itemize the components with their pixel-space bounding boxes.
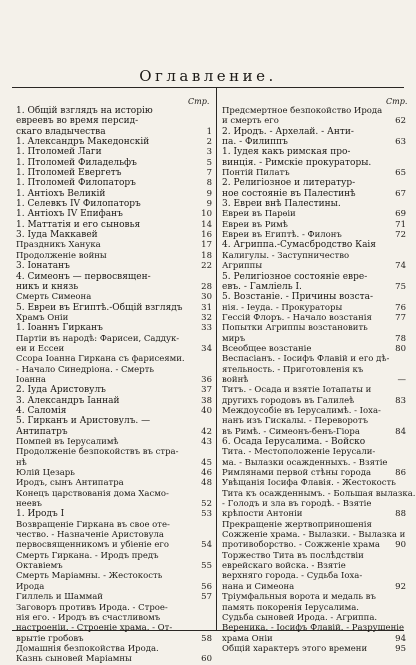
toc-entry-text: 1. Птоломей Евергетъ: [16, 168, 122, 179]
toc-entry-page: 2: [206, 137, 212, 148]
toc-entry-text: 2. Іуда Аристовулъ: [16, 385, 106, 396]
toc-entry: [16, 303, 212, 313]
toc-entry-text: Тріумфальныя ворота и медаль въ: [222, 592, 376, 603]
toc-entry-text: Антипатръ: [16, 426, 68, 437]
toc-entry-page: 14: [201, 219, 212, 230]
toc-entry-page: 43: [201, 437, 212, 447]
toc-entry-text: миръ: [222, 333, 246, 344]
toc-entry-page: 9: [206, 199, 212, 210]
toc-entry-page: 69: [395, 209, 406, 220]
toc-entry-text: Общій характеръ этого времени: [222, 643, 368, 654]
toc-entry: [16, 447, 212, 457]
toc-entry-text: - Голодъ и зла въ городѣ. - Взятіе: [222, 499, 372, 510]
toc-entry-text: Торжество Тита въ послѣдствіи: [222, 550, 364, 561]
toc-entry: [222, 189, 406, 199]
toc-entry: [222, 540, 406, 550]
toc-entry: [16, 220, 212, 230]
toc-entry-text: 1. Антіохъ Великій: [16, 188, 106, 199]
toc-entry-text: 1. Иродъ I: [16, 509, 65, 520]
toc-entry-text: Иродъ, сынъ Антипатра: [16, 478, 124, 489]
left-toc-column: [16, 106, 212, 665]
toc-entry-text: Домашнія безпокойства Ирода.: [16, 643, 159, 654]
toc-entry-text: Юлій Цезарь: [16, 468, 75, 479]
toc-entry-text: 1. Птоломей Лаги: [16, 147, 102, 158]
toc-entry: [16, 292, 212, 302]
toc-entry-text: 1. Птоломей Филадельфъ: [16, 157, 137, 168]
toc-entry: [222, 385, 406, 395]
toc-entry: [222, 447, 406, 457]
toc-entry-page: 1: [206, 126, 212, 137]
toc-entry-page: 72: [395, 230, 406, 241]
toc-entry-text: Іоанна: [16, 374, 46, 385]
toc-entry-page: 63: [395, 137, 406, 148]
toc-entry-page: 40: [201, 405, 212, 416]
toc-entry: [222, 634, 406, 644]
toc-entry-text: 4. Симеонъ — первосвящен-: [16, 271, 151, 282]
toc-entry-text: 1. Антіохъ IV Епифанъ: [16, 209, 123, 220]
toc-entry-text: Казнь сыновей Маріамны: [16, 654, 132, 665]
toc-entry: [222, 313, 406, 323]
toc-entry-page: 48: [201, 478, 212, 489]
toc-entry-page: 3: [206, 147, 212, 158]
page-title: Оглавление.: [139, 67, 277, 85]
toc-entry: [16, 365, 212, 375]
toc-entry-text: Прекращеніе жертвоприношенія: [222, 519, 372, 530]
toc-entry: [16, 116, 212, 126]
toc-entry-text: - Начало Синедріона. - Смерть: [16, 364, 154, 375]
toc-entry: [222, 261, 406, 271]
toc-entry-text: 4. Агриппа.-Сумасбродство Каія: [222, 240, 376, 251]
toc-entry-page: 56: [201, 581, 212, 592]
toc-entry-text: Смерть Симеона: [16, 292, 92, 303]
toc-entry: [16, 561, 212, 571]
toc-entry: [222, 530, 406, 540]
toc-entry-page: 84: [395, 426, 406, 437]
toc-entry-text: Евреи въ Египтѣ. - Филонъ: [222, 230, 342, 241]
toc-entry: [222, 478, 406, 488]
toc-entry: [222, 344, 406, 354]
toc-entry-page: 62: [395, 116, 406, 127]
toc-entry: [16, 571, 212, 581]
toc-entry: [222, 396, 406, 406]
toc-entry: [16, 354, 212, 364]
toc-entry-text: ятельность. - Приготовленія къ: [222, 364, 364, 375]
toc-entry: [16, 209, 212, 219]
toc-entry: [222, 551, 406, 561]
toc-entry-page: 58: [201, 633, 212, 644]
toc-entry-page: 18: [201, 250, 212, 261]
toc-entry-text: 4. Саломія: [16, 405, 67, 416]
toc-entry: [222, 272, 406, 282]
toc-entry-page: 7: [206, 168, 212, 179]
toc-entry-page: 52: [201, 499, 212, 510]
toc-entry-text: верхняго города. - Судьба Іоха-: [222, 571, 363, 582]
toc-entry: [222, 323, 406, 333]
toc-entry-text: Ссора Іоанна Гиркана съ фарисеями.: [16, 354, 185, 365]
toc-entry: [222, 354, 406, 364]
toc-entry-text: настроеніи. - Строеніе храма. - От-: [16, 623, 173, 634]
toc-entry-page: 8: [206, 178, 212, 189]
toc-entry: [222, 603, 406, 613]
toc-entry-text: 2. Религіозное и литератур-: [222, 178, 356, 189]
toc-entry-text: евъ. - Гамліель I.: [222, 281, 302, 292]
toc-entry-text: никъ и князь: [16, 281, 79, 292]
toc-entry-text: ма. - Вылазки осажденныхъ. - Взятіе: [222, 457, 388, 468]
toc-entry: [222, 509, 406, 519]
toc-entry-page: 38: [201, 395, 212, 406]
toc-entry-text: 1. Общій взглядъ на исторію: [16, 106, 153, 116]
toc-entry-text: Титъ. - Осада и взятіе Іотапаты и: [222, 385, 372, 396]
toc-entry-text: Попытки Агриппы возстановить: [222, 323, 368, 334]
toc-entry: [222, 292, 406, 302]
column-divider: [216, 88, 217, 630]
toc-entry-text: Праздникъ Ханука: [16, 240, 101, 251]
toc-entry: [16, 127, 212, 137]
toc-entry-text: Тита къ осажденнымъ. - Большая вылазка.: [222, 488, 416, 499]
toc-entry: [222, 230, 406, 240]
toc-entry: [222, 416, 406, 426]
toc-entry: [16, 240, 212, 250]
toc-entry-text: па. - Филиппъ: [222, 137, 288, 148]
toc-entry-text: нія. - Іеуда. - Прокураторы: [222, 302, 343, 313]
toc-entry-page: 17: [201, 240, 212, 251]
toc-entry-page: 28: [201, 281, 212, 292]
toc-entry-text: Заговоръ противъ Ирода. - Строе-: [16, 602, 168, 613]
toc-entry-text: Междоусобіе въ Іерусалимѣ. - Іоха-: [222, 405, 381, 416]
left-page-header: Стр.: [188, 97, 210, 106]
toc-entry: [16, 478, 212, 488]
toc-entry-page: 71: [395, 219, 406, 230]
toc-entry-page: 34: [201, 343, 212, 354]
toc-entry: [222, 220, 406, 230]
toc-entry-text: 6. Осада Іерусалима. - Войско: [222, 437, 366, 447]
toc-entry-text: Предсмертное безпокойство Ирода: [222, 106, 383, 116]
right-toc-column: [222, 106, 416, 654]
toc-entry: [16, 427, 212, 437]
toc-entry-page: 95: [395, 643, 406, 654]
toc-entry-page: 22: [201, 261, 212, 272]
toc-entry-page: 10: [201, 209, 212, 220]
toc-entry: [16, 654, 212, 664]
toc-entry-page: 86: [395, 468, 406, 479]
toc-entry: [16, 489, 212, 499]
toc-entry-text: Гессій Флоръ. - Начало возстанія: [222, 312, 372, 323]
toc-entry: [222, 116, 406, 126]
toc-entry-text: 5. Гирканъ и Аристовулъ. —: [16, 416, 151, 427]
toc-entry-page: 42: [201, 426, 212, 437]
toc-entry-text: нѣ: [16, 457, 27, 468]
toc-entry: [222, 437, 406, 447]
toc-entry-text: скаго владычества: [16, 126, 106, 137]
toc-entry: [16, 530, 212, 540]
toc-entry: [16, 396, 212, 406]
toc-entry-text: Евреи въ Парѳіи: [222, 209, 296, 220]
toc-entry: [222, 282, 406, 292]
toc-entry-page: 33: [201, 323, 212, 334]
toc-entry-text: 3. Іуда Маккавей: [16, 230, 98, 241]
toc-entry: [222, 623, 406, 633]
toc-entry: [222, 499, 406, 509]
toc-entry: [16, 168, 212, 178]
toc-entry: [16, 644, 212, 654]
toc-entry: [222, 644, 406, 654]
toc-entry-text: 1. Птоломей Филопаторъ: [16, 178, 136, 189]
toc-entry: [16, 199, 212, 209]
toc-entry-page: 88: [395, 509, 406, 520]
toc-entry: [16, 406, 212, 416]
toc-entry-page: 80: [395, 343, 406, 354]
toc-entry: [222, 582, 406, 592]
toc-entry: [222, 147, 406, 157]
toc-entry-text: Смерть Маріамны. - Жестокость: [16, 571, 163, 582]
toc-entry: [222, 240, 406, 250]
toc-entry-text: 5. Религіозное состояніе евре-: [222, 271, 368, 282]
toc-entry-page: 36: [201, 374, 212, 385]
toc-entry-text: винція. - Римскіе прокураторы.: [222, 157, 372, 168]
toc-entry-text: 5. Евреи въ Египтѣ.-Общій взглядъ: [16, 302, 183, 313]
toc-entry-text: Сожженіе храма. - Вылазки. - Вылазка и: [222, 530, 406, 541]
toc-entry: [222, 561, 406, 571]
toc-entry-text: Возвращеніе Гиркана въ свое оте-: [16, 519, 170, 530]
toc-entry: [222, 158, 406, 168]
toc-entry-text: чество. - Назначеніе Аристовула: [16, 530, 164, 541]
toc-entry: [16, 551, 212, 561]
toc-entry-text: Конецъ царствованія дома Хасмо-: [16, 488, 169, 499]
toc-entry: [222, 571, 406, 581]
toc-entry-page: 37: [201, 385, 212, 396]
toc-entry-page: 16: [201, 230, 212, 241]
toc-entry-page: —: [397, 374, 406, 385]
toc-entry-page: 57: [201, 592, 212, 603]
toc-entry-text: евреевъ во время персид-: [16, 116, 139, 127]
toc-entry: [222, 375, 406, 385]
toc-entry-text: нія его. - Иродъ въ счастливомъ: [16, 612, 161, 623]
toc-entry-page: 78: [395, 333, 406, 344]
toc-entry-page: 90: [395, 540, 406, 551]
toc-entry: [16, 334, 212, 344]
toc-entry-page: 5: [206, 157, 212, 168]
toc-entry-text: Продолженіе войны: [16, 250, 107, 261]
toc-entry: [222, 406, 406, 416]
toc-entry: [222, 127, 406, 137]
toc-entry: [16, 520, 212, 530]
toc-entry: [222, 199, 406, 209]
toc-entry: [16, 261, 212, 271]
toc-entry-text: Агриппы: [222, 261, 263, 272]
toc-entry-text: Евреи въ Римѣ: [222, 219, 288, 230]
toc-entry: [222, 458, 406, 468]
toc-entry-text: Ирода: [16, 581, 45, 592]
toc-entry: [222, 209, 406, 219]
toc-entry: [16, 623, 212, 633]
toc-entry-text: 3. Іонатанъ: [16, 261, 70, 272]
toc-entry: [16, 282, 212, 292]
toc-entry: [16, 313, 212, 323]
toc-entry: [222, 468, 406, 478]
bleed-through-text: [0, 0, 416, 12]
toc-entry-page: 30: [201, 292, 212, 303]
toc-entry-page: 32: [201, 312, 212, 323]
toc-entry: [222, 427, 406, 437]
toc-entry-text: 1. Александръ Македонскій: [16, 137, 150, 148]
toc-entry-page: 45: [201, 457, 212, 468]
toc-entry-text: Гиллель и Шаммай: [16, 592, 103, 603]
toc-entry-text: войнѣ: [222, 374, 249, 385]
toc-entry: [16, 603, 212, 613]
toc-entry: [16, 613, 212, 623]
toc-entry: [16, 540, 212, 550]
toc-entry-text: Понтій Пилатъ: [222, 168, 290, 179]
toc-entry: [16, 189, 212, 199]
toc-entry-text: Веспасіанъ. - Іосифъ Флавій и его дѣ-: [222, 354, 390, 365]
right-page-header: Стр.: [386, 97, 408, 106]
toc-entry: [222, 613, 406, 623]
toc-entry-page: 31: [201, 302, 212, 313]
toc-entry: [222, 488, 416, 499]
toc-entry: [16, 499, 212, 509]
toc-entry-text: 3. Евреи внѣ Палестины.: [222, 199, 341, 210]
toc-entry: [222, 168, 406, 178]
toc-entry-text: въ Римѣ. - Симеонъ-бенъ-Гіора: [222, 426, 360, 437]
toc-entry: [16, 137, 212, 147]
toc-entry: [16, 272, 212, 282]
toc-entry-text: 1. Селевкъ IV Филопаторъ: [16, 199, 141, 210]
toc-entry: [16, 416, 212, 426]
toc-entry-page: 74: [395, 261, 406, 272]
toc-entry-page: 75: [395, 281, 406, 292]
toc-entry-text: нанъ изъ Гискалы. - Переворотъ: [222, 416, 368, 427]
toc-entry: [222, 520, 406, 530]
toc-entry-text: Храмъ Оніи: [16, 312, 69, 323]
toc-entry-text: Увѣщанія Іосифа Флавія. - Жестокость: [222, 478, 396, 489]
toc-entry: [16, 375, 212, 385]
toc-entry: [16, 468, 212, 478]
toc-entry: [222, 106, 406, 116]
toc-entry-text: Вереника. - Іосифъ Флавій. - Разрушеніе: [222, 623, 404, 634]
toc-entry-page: 76: [395, 302, 406, 313]
toc-entry-page: 65: [395, 168, 406, 179]
toc-entry: [16, 592, 212, 602]
toc-entry-text: Римлянами первой стѣны города: [222, 468, 372, 479]
toc-entry: [16, 458, 212, 468]
toc-entry: [222, 592, 406, 602]
toc-entry-text: еи и Ессеи: [16, 343, 65, 354]
toc-entry-text: Тита. - Местоположеніе Іерусали-: [222, 447, 376, 458]
toc-entry-page: 54: [201, 540, 212, 551]
toc-entry: [222, 365, 406, 375]
toc-entry: [16, 344, 212, 354]
toc-entry: [16, 158, 212, 168]
toc-entry-page: 77: [395, 312, 406, 323]
toc-entry: [16, 178, 212, 188]
toc-entry: [222, 334, 406, 344]
toc-entry-page: 46: [201, 468, 212, 479]
toc-entry-text: 3. Александръ Іаннай: [16, 395, 120, 406]
toc-entry-text: Октавіемъ: [16, 561, 63, 572]
toc-entry-text: Калигулы. - Заступничество: [222, 250, 350, 261]
toc-entry: [222, 303, 406, 313]
toc-entry: [16, 230, 212, 240]
toc-entry: [16, 106, 212, 116]
toc-entry-text: крѣпости Антоніи: [222, 509, 303, 520]
toc-entry-text: нана и Симеона: [222, 581, 295, 592]
toc-entry: [16, 437, 212, 447]
toc-entry-text: Помпей въ Іерусалимѣ: [16, 437, 119, 447]
toc-entry: [16, 582, 212, 592]
toc-entry-text: Продолженіе безпокойствъ въ стра-: [16, 447, 179, 458]
toc-entry-page: 55: [201, 561, 212, 572]
toc-entry-text: еврейскаго войска. - Взятіе: [222, 561, 346, 572]
toc-entry-text: и смерть его: [222, 116, 279, 127]
toc-entry-text: Партіи въ народѣ: Фарисеи, Саддук-: [16, 333, 180, 344]
toc-entry: [16, 323, 212, 333]
toc-entry-text: неевъ: [16, 499, 42, 510]
toc-entry-page: 67: [395, 188, 406, 199]
toc-entry-text: 1. Іоаннъ Гирканъ: [16, 323, 103, 334]
toc-entry-text: 1. Іудея какъ римская про-: [222, 147, 351, 158]
toc-entry-page: 92: [395, 581, 406, 592]
toc-entry-text: 5. Возстаніе. - Причины возста-: [222, 292, 374, 303]
toc-entry-text: храма Оніи: [222, 633, 273, 644]
toc-entry: [16, 385, 212, 395]
toc-entry-text: 2. Иродъ. - Архелай. - Анти-: [222, 126, 354, 137]
toc-entry-text: противоборство. - Сожженіе храма: [222, 540, 380, 551]
toc-entry: [16, 251, 212, 261]
toc-entry-text: ное состояніе въ Палестинѣ: [222, 188, 356, 199]
toc-entry: [222, 137, 406, 147]
toc-entry-page: 83: [395, 395, 406, 406]
toc-entry-page: 94: [395, 633, 406, 644]
toc-entry-text: Смерть Гиркана. - Иродъ предъ: [16, 550, 159, 561]
toc-entry-text: первосвященникомъ и убіеніе его: [16, 540, 169, 551]
toc-entry: [16, 634, 212, 644]
toc-entry-page: 9: [206, 188, 212, 199]
toc-entry-text: Судьба сыновей Ирода. - Агриппа.: [222, 612, 378, 623]
toc-entry: [222, 178, 406, 188]
toc-entry-text: другихъ городовъ въ Галилеѣ: [222, 395, 355, 406]
toc-entry: [222, 251, 406, 261]
toc-entry-text: 1. Маттатія и его сыновья: [16, 219, 141, 230]
toc-entry-page: 60: [201, 654, 212, 665]
toc-entry-text: память покоренія Іерусалима.: [222, 602, 359, 613]
toc-entry-text: Всеобщее возстаніе: [222, 343, 312, 354]
toc-entry: [16, 509, 212, 519]
toc-entry-page: 53: [201, 509, 212, 520]
top-rule: [12, 87, 404, 88]
toc-entry: [16, 147, 212, 157]
toc-entry-text: врытіе гробовъ: [16, 633, 84, 644]
